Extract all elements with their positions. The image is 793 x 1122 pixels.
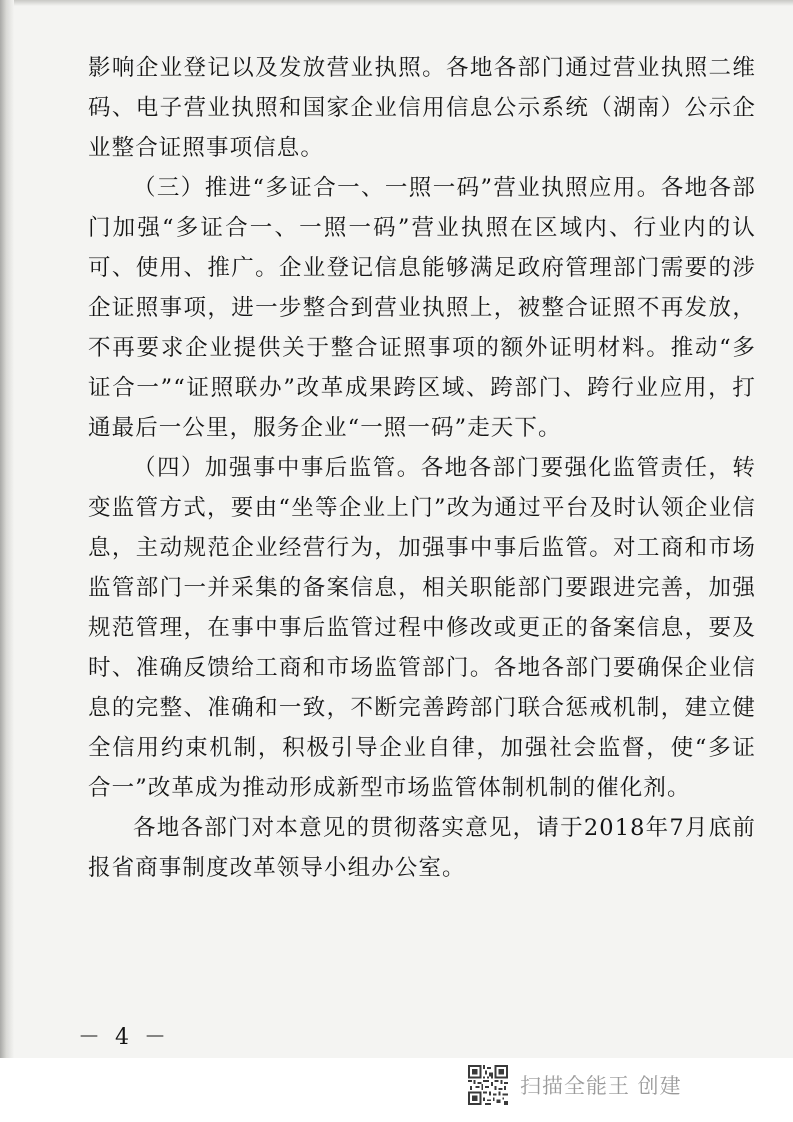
paragraph-3: （四）加强事中事后监管。各地各部门要强化监管责任，转变监管方式，要由“坐等企业上门”改为通过平台及时认领企业信息，主动规范企业经营行为，加强事中事后监管。对工商和市场监管部门一并采集的备案信息，相关职能部门要跟进完善，加强规范管理，在事中事后监管过程中修改或更正的备案信息，要及时、准确反馈给工商和市场监管部门。各地各部门要确保企业信息的完整、准确和一致，不断完善跨部门联合惩戒机制，建立健全信用约束机制，积极引导企业自律，加强社会监督，使“多证合一”改革成为推动形成新型市场监管体制机制的催化剂。 (88, 455, 756, 801)
scan-edge-top (0, 0, 793, 6)
page-number: － 4 － (78, 1025, 170, 1050)
watermark-text: 扫描全能王 创建 (520, 1074, 682, 1098)
scan-edge-left (0, 0, 14, 1060)
qr-code-icon (468, 1065, 508, 1105)
paragraph-4: 各地各部门对本意见的贯彻落实意见，请于2018年7月底前报省商事制度改革领导小组办公室。 (88, 815, 756, 881)
document-body (88, 48, 756, 888)
scanner-watermark (468, 1063, 682, 1107)
paragraph-2: （三）推进“多证合一、一照一码”营业执照应用。各地各部门加强“多证合一、一照一码”营业执照在区域内、行业内的认可、使用、推广。企业登记信息能够满足政府管理部门需要的涉企证照事项，进一步整合到营业执照上，被整合证照不再发放，不再要求企业提供关于整合证照事项的额外证明材料。推动“多证合一”“证照联办”改革成果跨区域、跨部门、跨行业应用，打通最后一公里，服务企业“一照一码”走天下。 (88, 175, 756, 441)
paragraph-1: 影响企业登记以及发放营业执照。各地各部门通过营业执照二维码、电子营业执照和国家企业信用信息公示系统（湖南）公示企业整合证照事项信息。 (88, 55, 756, 161)
